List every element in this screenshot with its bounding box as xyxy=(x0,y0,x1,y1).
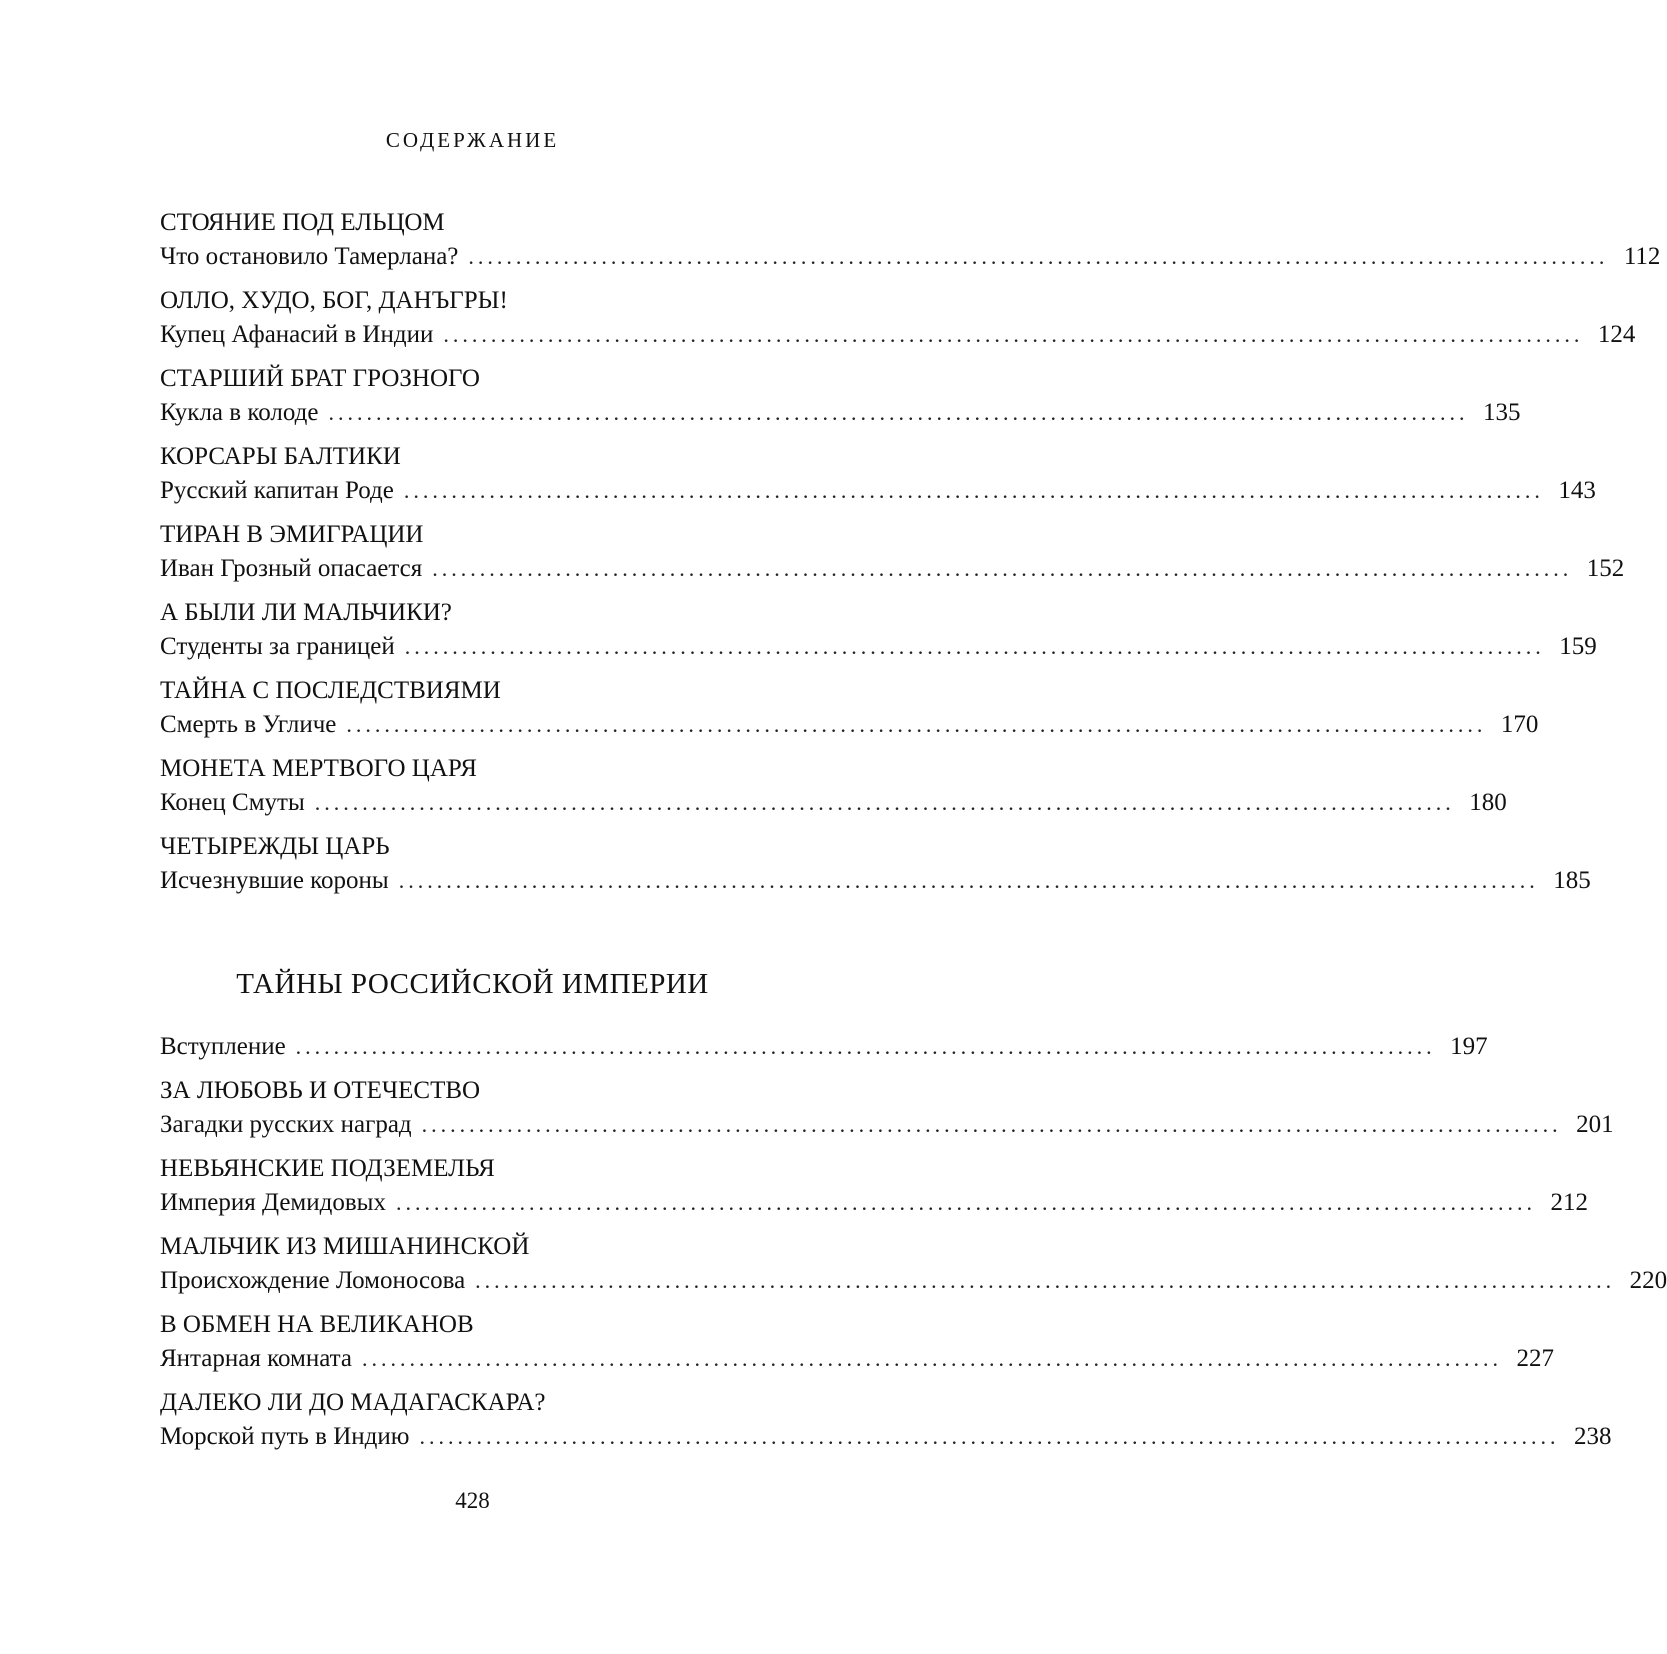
entry-line xyxy=(160,1186,1588,1220)
entry-heading: ТАЙНА С ПОСЛЕДСТВИЯМИ xyxy=(160,677,501,704)
toc-entry xyxy=(160,1308,1554,1376)
dot-leader: ........................................................................................................................ xyxy=(395,1190,1536,1215)
entry-heading: ЗА ЛЮБОВЬ И ОТЕЧЕСТВО xyxy=(160,1077,481,1104)
entry-line xyxy=(160,1264,1667,1298)
entry-line xyxy=(160,708,1539,742)
dot-leader: ........................................................................................................................ xyxy=(475,1268,1616,1293)
entry-line xyxy=(160,240,1661,274)
entry-page-number: 197 xyxy=(1450,1033,1488,1060)
entry-page-number: 220 xyxy=(1629,1267,1667,1294)
entry-heading: ОЛЛО, ХУДО, БОГ, ДАНЪГРЫ! xyxy=(160,287,508,314)
entry-subtitle: Купец Афанасий в Индии xyxy=(160,321,434,348)
entry-page-number: 170 xyxy=(1500,711,1539,738)
entry-heading: НЕВЬЯНСКИЕ ПОДЗЕМЕЛЬЯ xyxy=(160,1155,495,1182)
entry-subtitle: Исчезнувшие короны xyxy=(160,867,389,894)
toc-entry xyxy=(160,1152,1588,1220)
dot-leader: ........................................................................................................................ xyxy=(404,634,1545,659)
entry-line xyxy=(160,318,1636,352)
entry-page-number: 143 xyxy=(1558,477,1596,504)
entry-subtitle: Иван Грозный опасается xyxy=(160,555,423,582)
dot-leader: ........................................................................................................................ xyxy=(361,1346,1502,1371)
toc-entry xyxy=(160,362,1521,430)
toc-entry-intro xyxy=(160,1030,1488,1064)
entry-heading: СТОЯНИЕ ПОД ЕЛЬЦОМ xyxy=(160,209,445,236)
entry-subtitle: Конец Смуты xyxy=(160,789,305,816)
dot-leader: ........................................................................................................................ xyxy=(419,1424,1560,1449)
toc-entry xyxy=(160,440,1596,508)
toc-entry xyxy=(160,1386,1612,1454)
toc-entry xyxy=(160,284,1636,352)
entry-line xyxy=(160,552,1625,586)
entry-heading: МАЛЬЧИК ИЗ МИШАНИНСКОЙ xyxy=(160,1233,530,1260)
entry-subtitle: Кукла в колоде xyxy=(160,399,319,426)
entry-line xyxy=(160,1030,1488,1064)
entry-line xyxy=(160,1420,1612,1454)
toc-section-a xyxy=(160,206,1661,908)
toc-entry xyxy=(160,830,1591,898)
entry-line xyxy=(160,1342,1554,1376)
entry-line xyxy=(160,396,1521,430)
entry-subtitle: Империя Демидовых xyxy=(160,1189,386,1216)
entry-page-number: 124 xyxy=(1597,321,1636,348)
dot-leader: ........................................................................................................................ xyxy=(468,244,1609,269)
entry-heading: В ОБМЕН НА ВЕЛИКАНОВ xyxy=(160,1311,474,1338)
entry-subtitle: Смерть в Угличе xyxy=(160,711,337,738)
dot-leader: ........................................................................................................................ xyxy=(346,712,1487,737)
entry-page-number: 180 xyxy=(1469,789,1507,816)
entry-heading: ДАЛЕКО ЛИ ДО МАДАГАСКАРА? xyxy=(160,1389,546,1416)
entry-subtitle: Вступление xyxy=(160,1033,286,1060)
entry-heading: ТИРАН В ЭМИГРАЦИИ xyxy=(160,521,424,548)
entry-heading: МОНЕТА МЕРТВОГО ЦАРЯ xyxy=(160,755,477,782)
section-title: ТАЙНЫ РОССИЙСКОЙ ИМПЕРИИ xyxy=(236,968,709,1000)
entry-line xyxy=(160,864,1591,898)
dot-leader: ........................................................................................................................ xyxy=(421,1112,1562,1137)
toc-entry xyxy=(160,1074,1614,1142)
dot-leader: ........................................................................................................................ xyxy=(295,1034,1436,1059)
entry-heading: А БЫЛИ ЛИ МАЛЬЧИКИ? xyxy=(160,599,452,626)
toc-entry xyxy=(160,206,1661,274)
dot-leader: ........................................................................................................................ xyxy=(328,400,1469,425)
entry-heading: СТАРШИЙ БРАТ ГРОЗНОГО xyxy=(160,365,480,392)
toc-section-b xyxy=(160,1030,1667,1464)
entry-line xyxy=(160,630,1597,664)
dot-leader: ........................................................................................................................ xyxy=(443,322,1584,347)
entry-line xyxy=(160,1108,1614,1142)
entry-page-number: 159 xyxy=(1559,633,1597,660)
entry-subtitle: Янтарная комната xyxy=(160,1345,352,1372)
entry-heading: КОРСАРЫ БАЛТИКИ xyxy=(160,443,401,470)
entry-line xyxy=(160,474,1596,508)
entry-page-number: 238 xyxy=(1573,1423,1612,1450)
entry-subtitle: Студенты за границей xyxy=(160,633,395,660)
dot-leader: ........................................................................................................................ xyxy=(314,790,1455,815)
entry-subtitle: Происхождение Ломоносова xyxy=(160,1267,466,1294)
dot-leader: ........................................................................................................................ xyxy=(398,868,1539,893)
toc-entry xyxy=(160,518,1625,586)
entry-subtitle: Русский капитан Роде xyxy=(160,477,394,504)
dot-leader: ........................................................................................................................ xyxy=(432,556,1573,581)
entry-page-number: 185 xyxy=(1553,867,1591,894)
entry-subtitle: Морской путь в Индию xyxy=(160,1423,410,1450)
dot-leader: ........................................................................................................................ xyxy=(403,478,1544,503)
entry-page-number: 227 xyxy=(1516,1345,1554,1372)
entry-page-number: 112 xyxy=(1623,243,1661,270)
entry-line xyxy=(160,786,1507,820)
entry-subtitle: Загадки русских наград xyxy=(160,1111,412,1138)
running-head: СОДЕРЖАНИЕ xyxy=(385,128,560,152)
toc-entry xyxy=(160,596,1597,664)
entry-page-number: 212 xyxy=(1550,1189,1588,1216)
entry-subtitle: Что остановило Тамерлана? xyxy=(160,243,459,270)
toc-entry xyxy=(160,674,1539,742)
page-number: 428 xyxy=(455,1488,490,1513)
entry-page-number: 152 xyxy=(1586,555,1625,582)
entry-heading: ЧЕТЫРЕЖДЫ ЦАРЬ xyxy=(160,833,390,860)
toc-entry xyxy=(160,752,1507,820)
entry-page-number: 135 xyxy=(1482,399,1521,426)
entry-page-number: 201 xyxy=(1576,1111,1614,1138)
toc-entry xyxy=(160,1230,1667,1298)
